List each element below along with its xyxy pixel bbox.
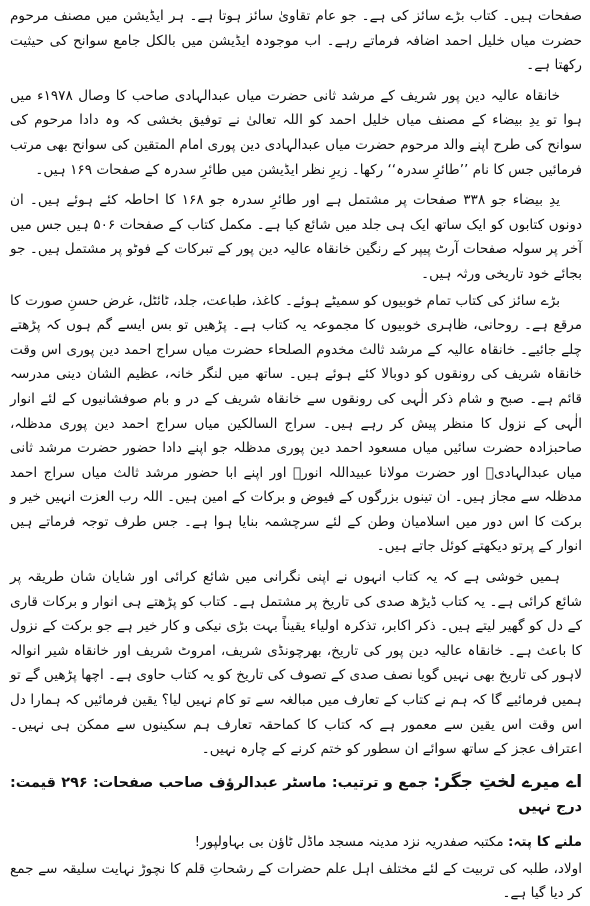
publisher-value: مکتبہ صفدریہ نزد مدینہ مسجد ماڈل ٹاؤن بی بہاولپور! — [194, 834, 504, 850]
book-review-page — [10, 4, 583, 902]
price-label: قیمت: — [10, 774, 56, 791]
review-heading: اے میرے لختِ جگر: — [433, 771, 583, 792]
closing-paragraph: اولاد، طلبہ کی تربیت کے لئے مختلف اہل علم حضرات کے رشحاتِ قلم کا نچوڑ نہایت سلیقہ سے جمع کر دیا گیا ہے۔ — [10, 860, 582, 902]
compiler-label: جمع و ترتیب: — [331, 774, 428, 791]
pages-value: ۲۹۶ — [61, 774, 88, 791]
publisher-line — [10, 830, 582, 855]
price-value: درج نہیں — [518, 799, 582, 816]
paragraph-5: ہمیں خوشی ہے کہ یہ کتاب انہوں نے اپنی نگرانی میں شائع کرائی اور شایان شان طریقہ پر شائع کرائی ہے۔ یہ کتاب ڈیڑھ صدی کی تاریخ پر مشتمل ہے۔ کتاب کو پڑھتے ہی انوار و برکات قاری کے دل کو گھیر لیتے ہیں۔ ذکر اکابر، تذکرہ اولیاء یقیناً بہت بڑی نیکی و کار خیر ہے جو برکت کے نزول کا باعث ہے۔ خانقاہ عالیہ دین پور کی تاریخ، بھرچونڈی شریف، امروٹ شریف اور خانقاہ شیر انوالہ لاہور کی تاریخ بھی نہیں گویا نصف صدی کے تصوف کی تاریخ کو یہ کتاب حاوی ہے۔ اچھا پڑھیں گے تو ہمیں فرمائیے گا کہ ہم نے کتاب کے تعارف میں مبالغہ سے تو کام نہیں لیا؟ یقین فرمائیں کہ ہمارا دل اس وقت اس یقین سے معمور ہے کہ کتاب کا کماحقہ تعارف ہم سکینوں سے ممکن ہی نہیں۔ اعتراف عجز کے ساتھ سوائے ان سطور کو ختم کرنے کے چارہ نہیں۔ — [10, 569, 582, 758]
review-heading-line — [10, 770, 582, 820]
paragraph-4: بڑے سائز کی کتاب تمام خوبیوں کو سمیٹے ہوئے۔ کاغذ، طباعت، جلد، ٹائٹل، غرض حسنِ صورت کا مرقع ہے۔ روحانی، ظاہری خوبیوں کا مجموعہ یہ کتاب ہے۔ پڑھیں تو بس ایسے گم ہوں کہ پڑھتے چلے جائیے۔ خانقاہ عالیہ کے مرشد ثالث مخدوم الصلحاء حضرت میاں سراج احمد دین پوری اس وقت خانقاہ شریف کی رونقوں کو دوبالا کئے ہوئے ہیں۔ ساتھ میں لنگر خانہ، عظیم الشان دینی مدرسہ قائم ہے۔ صبح و شام ذکر الٰہی کی رونقوں سے خانقاہ شریف کے در و بام صوفشانیوں کے لئے انوار الٰہی کے نزول کا منظر پیش کر رہے ہیں۔ سراج السالکین میاں سراج احمد دین پوری مدظلہ، صاحبزادہ حضرت سائیں میاں مسعود احمد دین پوری مدظلہ جو اپنے دادا حضور حضرت مرشد ثانی میاں عبدالہادیؒ اور حضرت مولانا عبیداللہ انورؒ اور اپنے ابا حضور مرشد ثالث میاں سراج احمد مدظلہ سے مجاز ہیں۔ ان تینوں بزرگوں کے فیوض و برکات کے امین ہیں۔ اللہ رب العزت انہیں خیر و برکت کا اس دور میں اسلامیان وطن کے لئے سرچشمہ بنایا ہوا ہے۔ جس طرف توجہ فرماتے ہیں انوار کے پرتو دیکھتے کوئل جاتے ہیں۔ — [10, 292, 582, 555]
paragraph-2: خانقاہ عالیہ دین پور شریف کے مرشد ثانی حضرت میاں عبدالہادی صاحب کا وصال ۱۹۷۸ء میں ہوا تو یدِ بیضاء کے مصنف میاں خلیل احمد کو اللہ تعالیٰ نے توفیق بخشی کہ وہ دادا مرحوم کی سوانح کی طرح اپنے والد مرحوم حضرت میاں عبدالہادی دین پوری امام المتقین کی سوانح بھی مرتب فرمائیں جس کا نام ’’طائرِ سدرہ‘‘ رکھا۔ زیرِ نظر ایڈیشن میں طائرِ سدرہ کے صفحات ۱۶۹ ہیں۔ — [10, 87, 582, 178]
pages-label: صفحات: — [93, 774, 154, 791]
paragraph-1: صفحات ہیں۔ کتاب بڑے سائز کی ہے۔ جو عام تقاویٰ سائز ہوتا ہے۔ ہر ایڈیشن میں مصنف مرحوم حضرت میاں خلیل احمد اضافہ فرماتے رہے۔ اب موجودہ ایڈیشن میں بالکل جامع سوانح کی حیثیت رکھتا ہے۔ — [10, 8, 582, 74]
publisher-label: ملنے کا پتہ: — [507, 834, 582, 850]
compiler-name: ماسٹر عبدالرؤف صاحب — [158, 774, 327, 791]
paragraph-3: یدِ بیضاء جو ۳۳۸ صفحات پر مشتمل ہے اور طائرِ سدرہ جو ۱۶۸ کا احاطہ کئے ہوئے ہیں۔ ان دونوں کتابوں کو ایک ساتھ ایک ہی جلد میں شائع کیا ہے۔ مکمل کتاب کے صفحات ۵۰۶ ہیں جس میں آخر پر سولہ صفحات آرٹ پیپر کے رنگین خانقاہ عالیہ دین پور کے تبرکات کے فوٹو پر مشتمل ہیں۔ جو بجائے خود تاریخی ورثہ ہیں۔ — [10, 192, 583, 282]
